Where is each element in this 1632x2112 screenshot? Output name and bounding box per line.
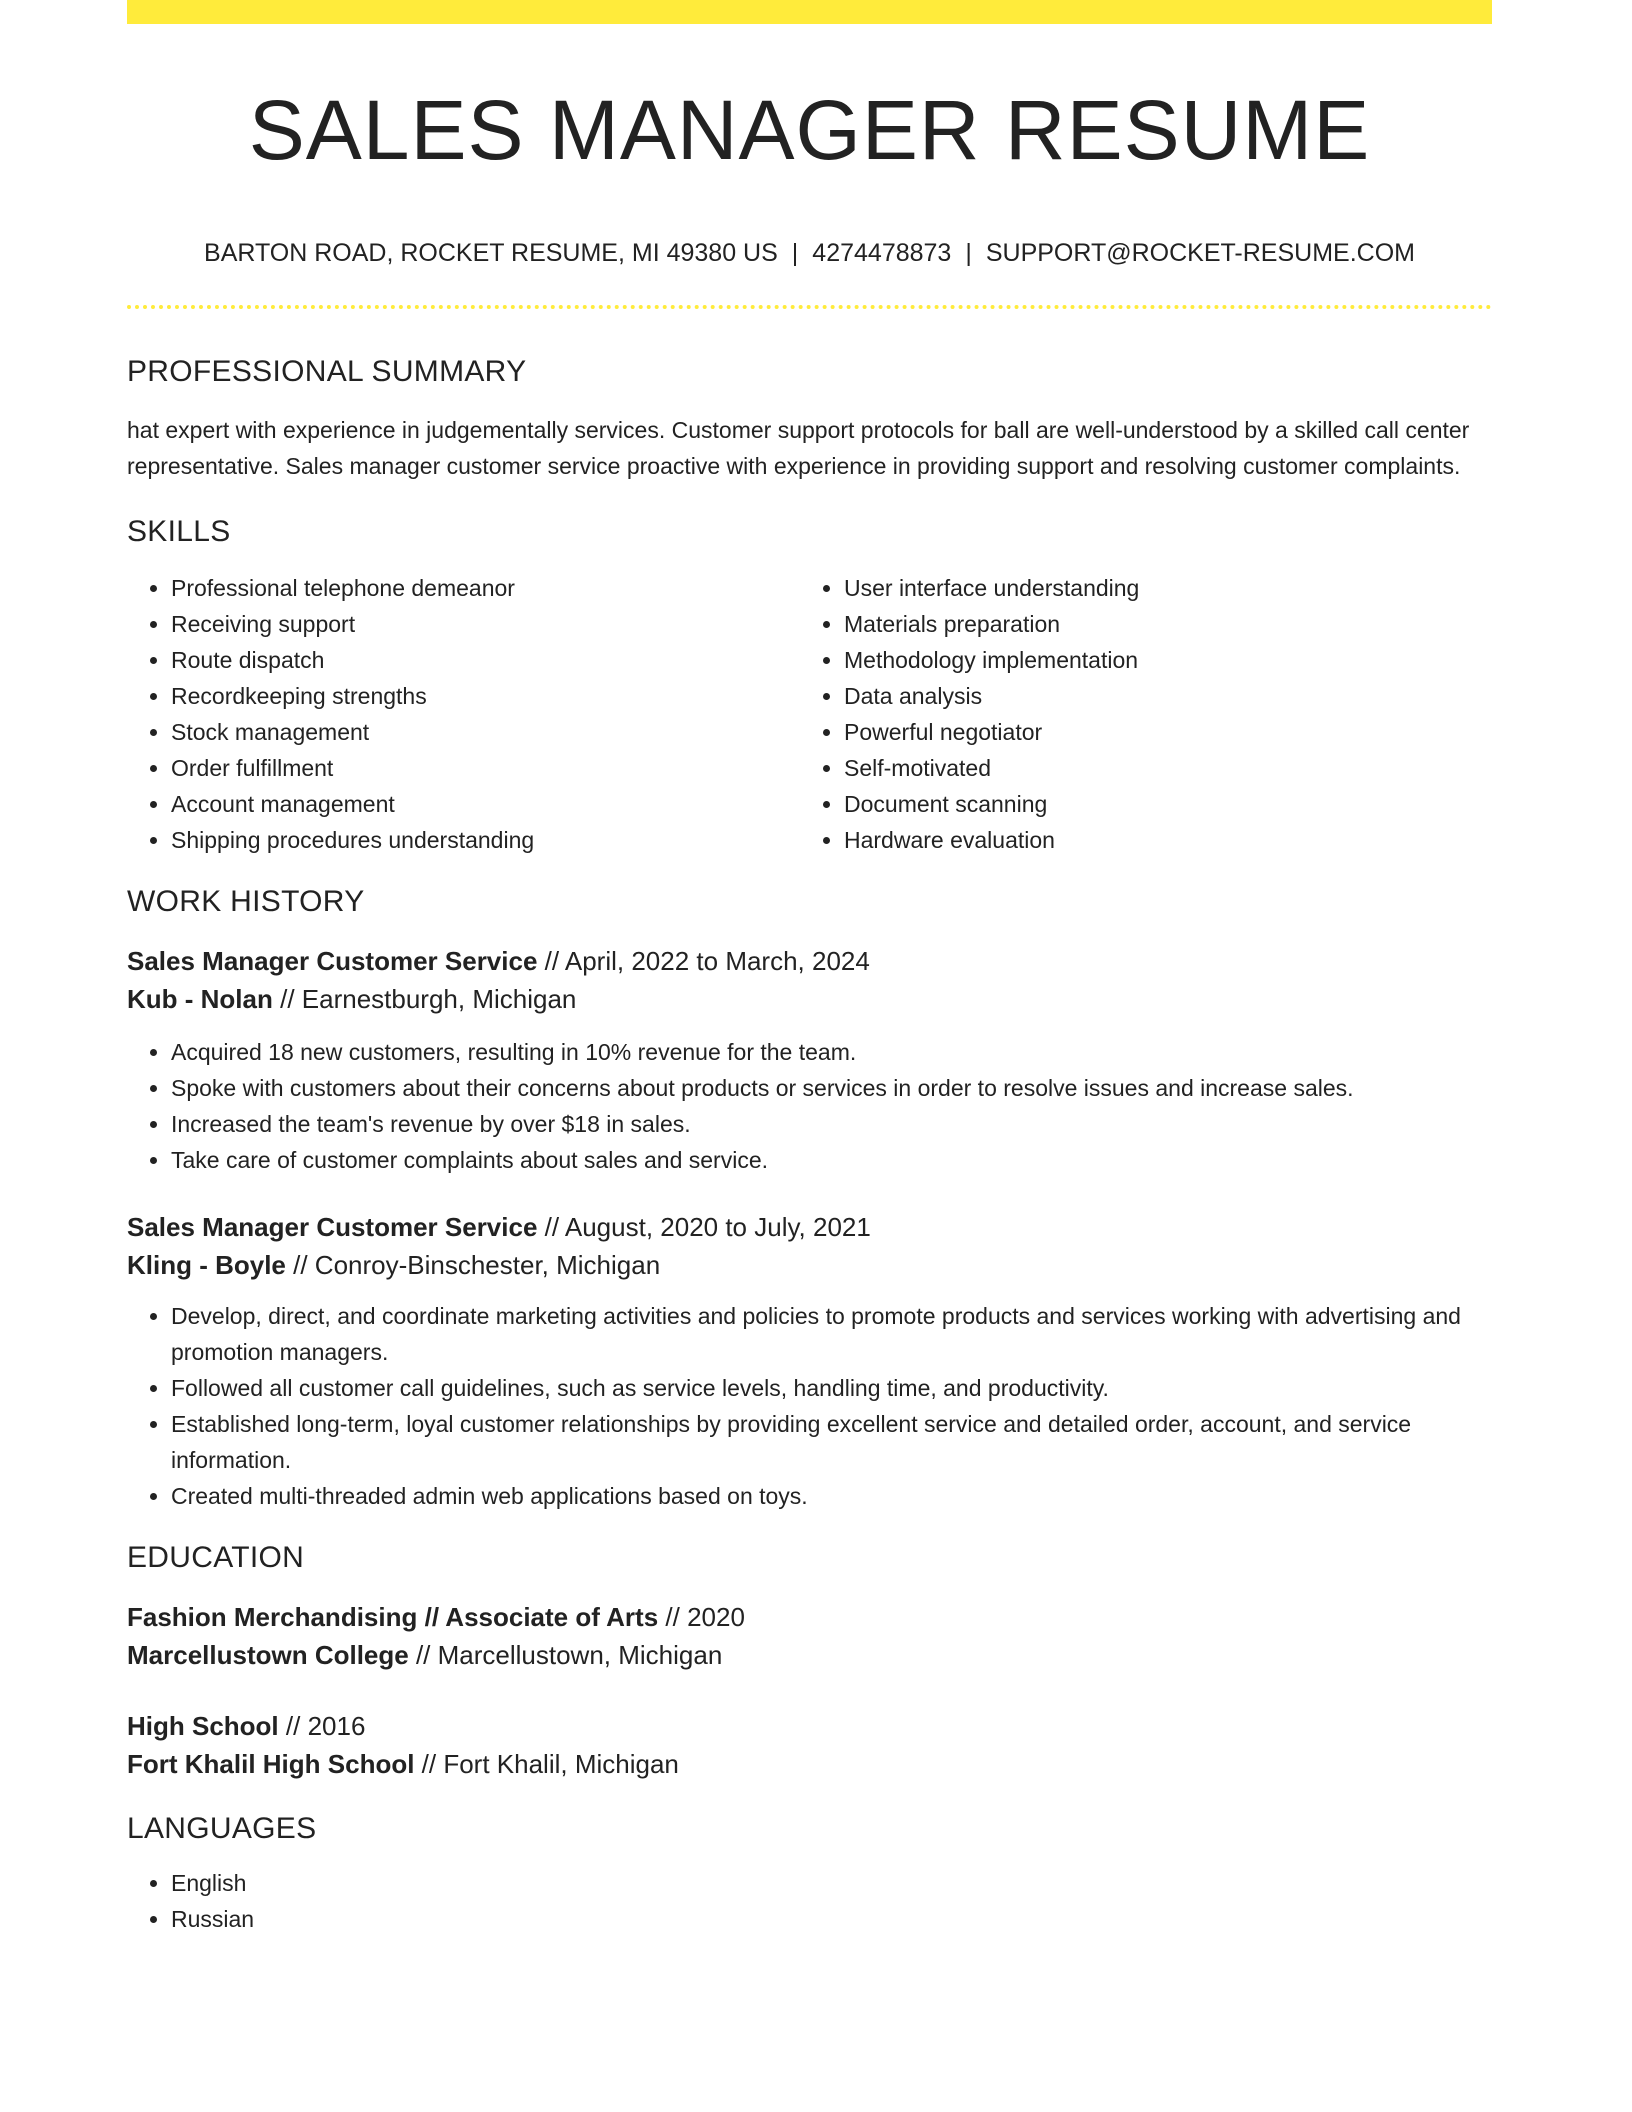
skills-column-right [800, 570, 1473, 858]
job-entry [127, 1208, 1492, 1514]
job-role: Sales Manager Customer Service [127, 1212, 538, 1242]
job-title-line [127, 1208, 1492, 1246]
job-location: // Conroy-Binschester, Michigan [285, 1250, 661, 1280]
skills-heading: SKILLS [127, 515, 231, 548]
skills-column-left [127, 570, 800, 858]
skill-item: • Methodology implementation [844, 642, 1473, 678]
job-company-line [127, 980, 1492, 1018]
language-item: • English [171, 1865, 1492, 1901]
contact-separator: | [791, 239, 799, 267]
education-school: Marcellustown College [127, 1640, 409, 1670]
job-bullet: • Spoke with customers about their concerns about products or services in order to resolve issues and increase sales. [171, 1070, 1492, 1106]
job-company: Kub - Nolan [127, 984, 273, 1014]
education-year: // 2016 [278, 1711, 366, 1741]
contact-line [127, 236, 1492, 270]
accent-top-bar [127, 0, 1492, 24]
job-dates: // April, 2022 to March, 2024 [537, 946, 870, 976]
education-degree: High School [127, 1711, 279, 1741]
education-location: // Marcellustown, Michigan [408, 1640, 723, 1670]
contact-email: SUPPORT@ROCKET-RESUME.COM [985, 239, 1415, 267]
education-entry [127, 1598, 1492, 1674]
job-location: // Earnestburgh, Michigan [272, 984, 577, 1014]
skill-item: • Powerful negotiator [844, 714, 1473, 750]
skill-item: • Route dispatch [171, 642, 800, 678]
job-bullet: • Take care of customer complaints about sales and service. [171, 1142, 1492, 1178]
job-bullet: • Created multi-threaded admin web applications based on toys. [171, 1478, 1492, 1514]
job-bullet: • Established long-term, loyal customer relationships by providing excellent service and detailed order, account, and service information. [171, 1406, 1492, 1478]
skills-list [127, 570, 1492, 858]
skill-item: • Shipping procedures understanding [171, 822, 800, 858]
job-company: Kling - Boyle [127, 1250, 286, 1280]
education-year: // 2020 [658, 1602, 745, 1632]
job-title-line [127, 942, 1492, 980]
job-role: Sales Manager Customer Service [127, 946, 538, 976]
skill-item: • Document scanning [844, 786, 1473, 822]
skill-item: • Professional telephone demeanor [171, 570, 800, 606]
education-degree-line [127, 1707, 1492, 1745]
skill-item: • Receiving support [171, 606, 800, 642]
job-bullet: • Followed all customer call guidelines, such as service levels, handling time, and productivity. [171, 1370, 1492, 1406]
languages-heading: LANGUAGES [127, 1812, 317, 1845]
education-location: // Fort Khalil, Michigan [414, 1749, 679, 1779]
job-dates: // August, 2020 to July, 2021 [537, 1212, 871, 1242]
education-school-line [127, 1745, 1492, 1783]
education-degree-line [127, 1598, 1492, 1636]
job-bullet: • Develop, direct, and coordinate marketing activities and policies to promote products and services working with advertising and promotion managers. [171, 1298, 1492, 1370]
contact-address: BARTON ROAD, ROCKET RESUME, MI 49380 US [204, 239, 778, 267]
languages-list [127, 1865, 1492, 1937]
education-school-line [127, 1636, 1492, 1674]
summary-text: hat expert with experience in judgementally services. Customer support protocols for ball are well-understood by a skilled call center representative. Sales manager customer service proactive with experience in providing support and resolving customer complaints. [127, 417, 1470, 479]
skill-item: • Materials preparation [844, 606, 1473, 642]
education-entry [127, 1707, 1492, 1783]
education-school: Fort Khalil High School [127, 1749, 415, 1779]
education-heading: EDUCATION [127, 1541, 305, 1574]
skill-item: • Account management [171, 786, 800, 822]
job-entry [127, 942, 1492, 1178]
skill-item: • Stock management [171, 714, 800, 750]
skill-item: • Order fulfillment [171, 750, 800, 786]
contact-phone: 4274478873 [812, 239, 952, 267]
job-bullets [127, 1034, 1492, 1178]
work-history-heading: WORK HISTORY [127, 885, 365, 918]
job-bullets [127, 1298, 1492, 1514]
skill-item: • User interface understanding [844, 570, 1473, 606]
resume-title: SALES MANAGER RESUME [248, 83, 1371, 177]
skill-item: • Recordkeeping strengths [171, 678, 800, 714]
job-company-line [127, 1246, 1492, 1284]
job-bullet: • Acquired 18 new customers, resulting in 10% revenue for the team. [171, 1034, 1492, 1070]
contact-separator: | [965, 239, 972, 267]
skill-item: • Hardware evaluation [844, 822, 1473, 858]
dotted-divider [127, 305, 1492, 309]
language-item: • Russian [171, 1901, 1492, 1937]
summary-heading: PROFESSIONAL SUMMARY [127, 355, 527, 388]
skill-item: • Self-motivated [844, 750, 1473, 786]
education-degree: Fashion Merchandising // Associate of Arts [127, 1602, 659, 1632]
resume-body [127, 352, 1492, 1937]
skill-item: • Data analysis [844, 678, 1473, 714]
job-bullet: • Increased the team's revenue by over $18 in sales. [171, 1106, 1492, 1142]
